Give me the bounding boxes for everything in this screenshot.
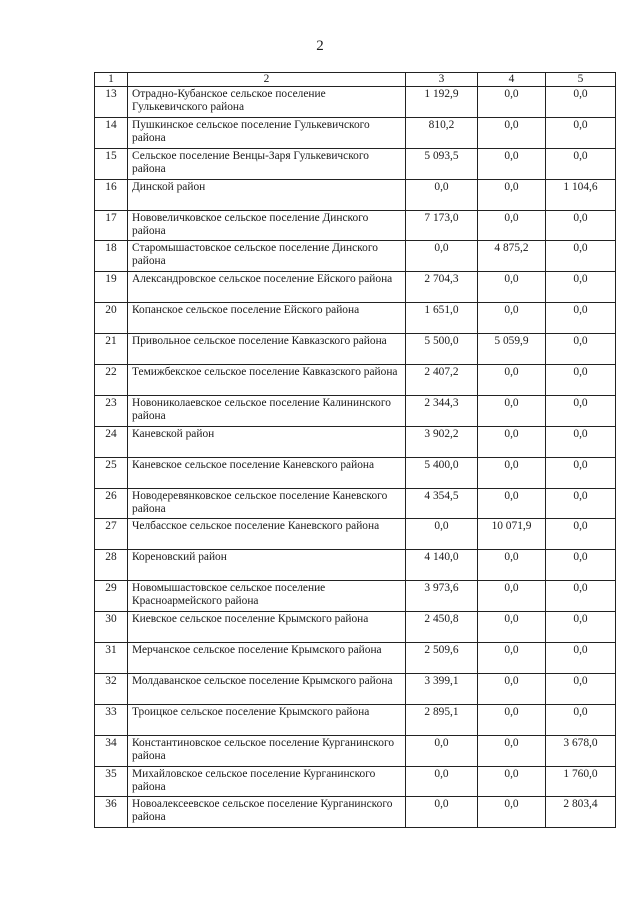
- column-4-value-cell: 0,0: [478, 179, 546, 210]
- settlement-name-cell: Новомышастовское сельское поселение Красноармейского района: [128, 581, 406, 612]
- settlement-name-cell: Динской район: [128, 179, 406, 210]
- table-row: [95, 426, 616, 457]
- column-5-value-cell: 0,0: [546, 241, 616, 272]
- column-3-value-cell: 1 192,9: [406, 87, 478, 118]
- settlement-name-cell: Михайловское сельское поселение Курганинского района: [128, 766, 406, 797]
- column-3-value-cell: 0,0: [406, 241, 478, 272]
- column-5-value-cell: 1 760,0: [546, 766, 616, 797]
- column-4-value-cell: 0,0: [478, 210, 546, 241]
- table-body: [95, 87, 616, 828]
- table-row: [95, 395, 616, 426]
- row-number-cell: 17: [95, 210, 128, 241]
- column-4-value-cell: 0,0: [478, 704, 546, 735]
- row-number-cell: 14: [95, 117, 128, 148]
- column-3-value-cell: 810,2: [406, 117, 478, 148]
- column-3-value-cell: 2 450,8: [406, 612, 478, 643]
- settlement-name-cell: Пушкинское сельское поселение Гулькевичского района: [128, 117, 406, 148]
- settlement-name-cell: Новониколаевское сельское поселение Калининского района: [128, 395, 406, 426]
- column-5-value-cell: 0,0: [546, 303, 616, 334]
- settlement-name-cell: Молдаванское сельское поселение Крымского района: [128, 673, 406, 704]
- table-header-row: [95, 73, 616, 87]
- settlement-name-cell: Троицкое сельское поселение Крымского района: [128, 704, 406, 735]
- table-row: [95, 704, 616, 735]
- table-row: [95, 488, 616, 519]
- column-header: 3: [406, 73, 478, 87]
- column-3-value-cell: 1 651,0: [406, 303, 478, 334]
- column-5-value-cell: 0,0: [546, 457, 616, 488]
- settlement-name-cell: Новодеревянковское сельское поселение Каневского района: [128, 488, 406, 519]
- column-5-value-cell: 0,0: [546, 519, 616, 550]
- row-number-cell: 35: [95, 766, 128, 797]
- column-5-value-cell: 0,0: [546, 334, 616, 365]
- row-number-cell: 25: [95, 457, 128, 488]
- settlement-name-cell: Нововеличковское сельское поселение Динского района: [128, 210, 406, 241]
- column-4-value-cell: 5 059,9: [478, 334, 546, 365]
- table-row: [95, 148, 616, 179]
- column-3-value-cell: 5 500,0: [406, 334, 478, 365]
- row-number-cell: 21: [95, 334, 128, 365]
- column-5-value-cell: 0,0: [546, 272, 616, 303]
- column-4-value-cell: 0,0: [478, 148, 546, 179]
- table-row: [95, 334, 616, 365]
- row-number-cell: 22: [95, 365, 128, 396]
- column-4-value-cell: 0,0: [478, 581, 546, 612]
- table-row: [95, 303, 616, 334]
- allocation-table: [94, 72, 616, 828]
- settlement-name-cell: Константиновское сельское поселение Курганинского района: [128, 735, 406, 766]
- table-row: [95, 735, 616, 766]
- settlement-name-cell: Каневской район: [128, 426, 406, 457]
- row-number-cell: 27: [95, 519, 128, 550]
- settlement-name-cell: Киевское сельское поселение Крымского района: [128, 612, 406, 643]
- column-5-value-cell: 0,0: [546, 117, 616, 148]
- column-5-value-cell: 3 678,0: [546, 735, 616, 766]
- row-number-cell: 30: [95, 612, 128, 643]
- column-4-value-cell: 0,0: [478, 272, 546, 303]
- page-number: 2: [316, 38, 324, 54]
- settlement-name-cell: Старомышастовское сельское поселение Динского района: [128, 241, 406, 272]
- table-row: [95, 643, 616, 674]
- column-4-value-cell: 0,0: [478, 612, 546, 643]
- column-3-value-cell: 3 902,2: [406, 426, 478, 457]
- column-4-value-cell: 0,0: [478, 735, 546, 766]
- row-number-cell: 33: [95, 704, 128, 735]
- column-5-value-cell: 1 104,6: [546, 179, 616, 210]
- column-4-value-cell: 0,0: [478, 457, 546, 488]
- table-row: [95, 457, 616, 488]
- column-5-value-cell: 0,0: [546, 643, 616, 674]
- column-header: 1: [95, 73, 128, 87]
- column-5-value-cell: 0,0: [546, 673, 616, 704]
- row-number-cell: 13: [95, 87, 128, 118]
- column-4-value-cell: 0,0: [478, 303, 546, 334]
- column-3-value-cell: 5 093,5: [406, 148, 478, 179]
- column-5-value-cell: 0,0: [546, 704, 616, 735]
- column-4-value-cell: 0,0: [478, 643, 546, 674]
- settlement-name-cell: Кореновский район: [128, 550, 406, 581]
- row-number-cell: 26: [95, 488, 128, 519]
- column-4-value-cell: 10 071,9: [478, 519, 546, 550]
- table-row: [95, 581, 616, 612]
- settlement-name-cell: Темижбекское сельское поселение Кавказского района: [128, 365, 406, 396]
- settlement-name-cell: Челбасское сельское поселение Каневского района: [128, 519, 406, 550]
- column-5-value-cell: 0,0: [546, 87, 616, 118]
- column-4-value-cell: 0,0: [478, 426, 546, 457]
- settlement-name-cell: Копанское сельское поселение Ейского района: [128, 303, 406, 334]
- settlement-name-cell: Отрадно-Кубанское сельское поселение Гулькевичского района: [128, 87, 406, 118]
- column-3-value-cell: 3 399,1: [406, 673, 478, 704]
- row-number-cell: 24: [95, 426, 128, 457]
- column-4-value-cell: 0,0: [478, 797, 546, 828]
- column-3-value-cell: 0,0: [406, 179, 478, 210]
- row-number-cell: 31: [95, 643, 128, 674]
- settlement-name-cell: Привольное сельское поселение Кавказского района: [128, 334, 406, 365]
- column-header: 4: [478, 73, 546, 87]
- column-4-value-cell: 0,0: [478, 117, 546, 148]
- settlement-name-cell: Мерчанское сельское поселение Крымского района: [128, 643, 406, 674]
- column-4-value-cell: 4 875,2: [478, 241, 546, 272]
- column-3-value-cell: 5 400,0: [406, 457, 478, 488]
- row-number-cell: 34: [95, 735, 128, 766]
- column-4-value-cell: 0,0: [478, 87, 546, 118]
- column-4-value-cell: 0,0: [478, 395, 546, 426]
- table-row: [95, 117, 616, 148]
- table-row: [95, 550, 616, 581]
- column-3-value-cell: 0,0: [406, 797, 478, 828]
- column-5-value-cell: 0,0: [546, 550, 616, 581]
- column-3-value-cell: 2 407,2: [406, 365, 478, 396]
- column-3-value-cell: 3 973,6: [406, 581, 478, 612]
- settlement-name-cell: Новоалексеевское сельское поселение Курганинского района: [128, 797, 406, 828]
- column-5-value-cell: 0,0: [546, 488, 616, 519]
- table-row: [95, 241, 616, 272]
- row-number-cell: 15: [95, 148, 128, 179]
- column-header: 2: [128, 73, 406, 87]
- column-3-value-cell: 2 895,1: [406, 704, 478, 735]
- column-3-value-cell: 4 354,5: [406, 488, 478, 519]
- table-row: [95, 797, 616, 828]
- row-number-cell: 23: [95, 395, 128, 426]
- table-row: [95, 87, 616, 118]
- table-row: [95, 272, 616, 303]
- row-number-cell: 36: [95, 797, 128, 828]
- table-row: [95, 210, 616, 241]
- column-4-value-cell: 0,0: [478, 766, 546, 797]
- row-number-cell: 28: [95, 550, 128, 581]
- column-5-value-cell: 0,0: [546, 612, 616, 643]
- column-3-value-cell: 4 140,0: [406, 550, 478, 581]
- column-3-value-cell: 2 344,3: [406, 395, 478, 426]
- column-4-value-cell: 0,0: [478, 365, 546, 396]
- column-3-value-cell: 0,0: [406, 519, 478, 550]
- column-3-value-cell: 0,0: [406, 735, 478, 766]
- settlement-name-cell: Каневское сельское поселение Каневского района: [128, 457, 406, 488]
- row-number-cell: 16: [95, 179, 128, 210]
- row-number-cell: 29: [95, 581, 128, 612]
- row-number-cell: 32: [95, 673, 128, 704]
- table-row: [95, 766, 616, 797]
- column-5-value-cell: 0,0: [546, 148, 616, 179]
- column-3-value-cell: 0,0: [406, 766, 478, 797]
- column-5-value-cell: 2 803,4: [546, 797, 616, 828]
- column-4-value-cell: 0,0: [478, 673, 546, 704]
- column-3-value-cell: 2 704,3: [406, 272, 478, 303]
- row-number-cell: 18: [95, 241, 128, 272]
- column-5-value-cell: 0,0: [546, 581, 616, 612]
- column-5-value-cell: 0,0: [546, 210, 616, 241]
- table-row: [95, 365, 616, 396]
- column-5-value-cell: 0,0: [546, 395, 616, 426]
- row-number-cell: 19: [95, 272, 128, 303]
- table-row: [95, 612, 616, 643]
- row-number-cell: 20: [95, 303, 128, 334]
- column-3-value-cell: 7 173,0: [406, 210, 478, 241]
- column-3-value-cell: 2 509,6: [406, 643, 478, 674]
- settlement-name-cell: Александровское сельское поселение Ейского района: [128, 272, 406, 303]
- table-row: [95, 673, 616, 704]
- column-header: 5: [546, 73, 616, 87]
- table-row: [95, 179, 616, 210]
- column-5-value-cell: 0,0: [546, 365, 616, 396]
- column-5-value-cell: 0,0: [546, 426, 616, 457]
- table-row: [95, 519, 616, 550]
- column-4-value-cell: 0,0: [478, 488, 546, 519]
- settlement-name-cell: Сельское поселение Венцы-Заря Гулькевичского района: [128, 148, 406, 179]
- column-4-value-cell: 0,0: [478, 550, 546, 581]
